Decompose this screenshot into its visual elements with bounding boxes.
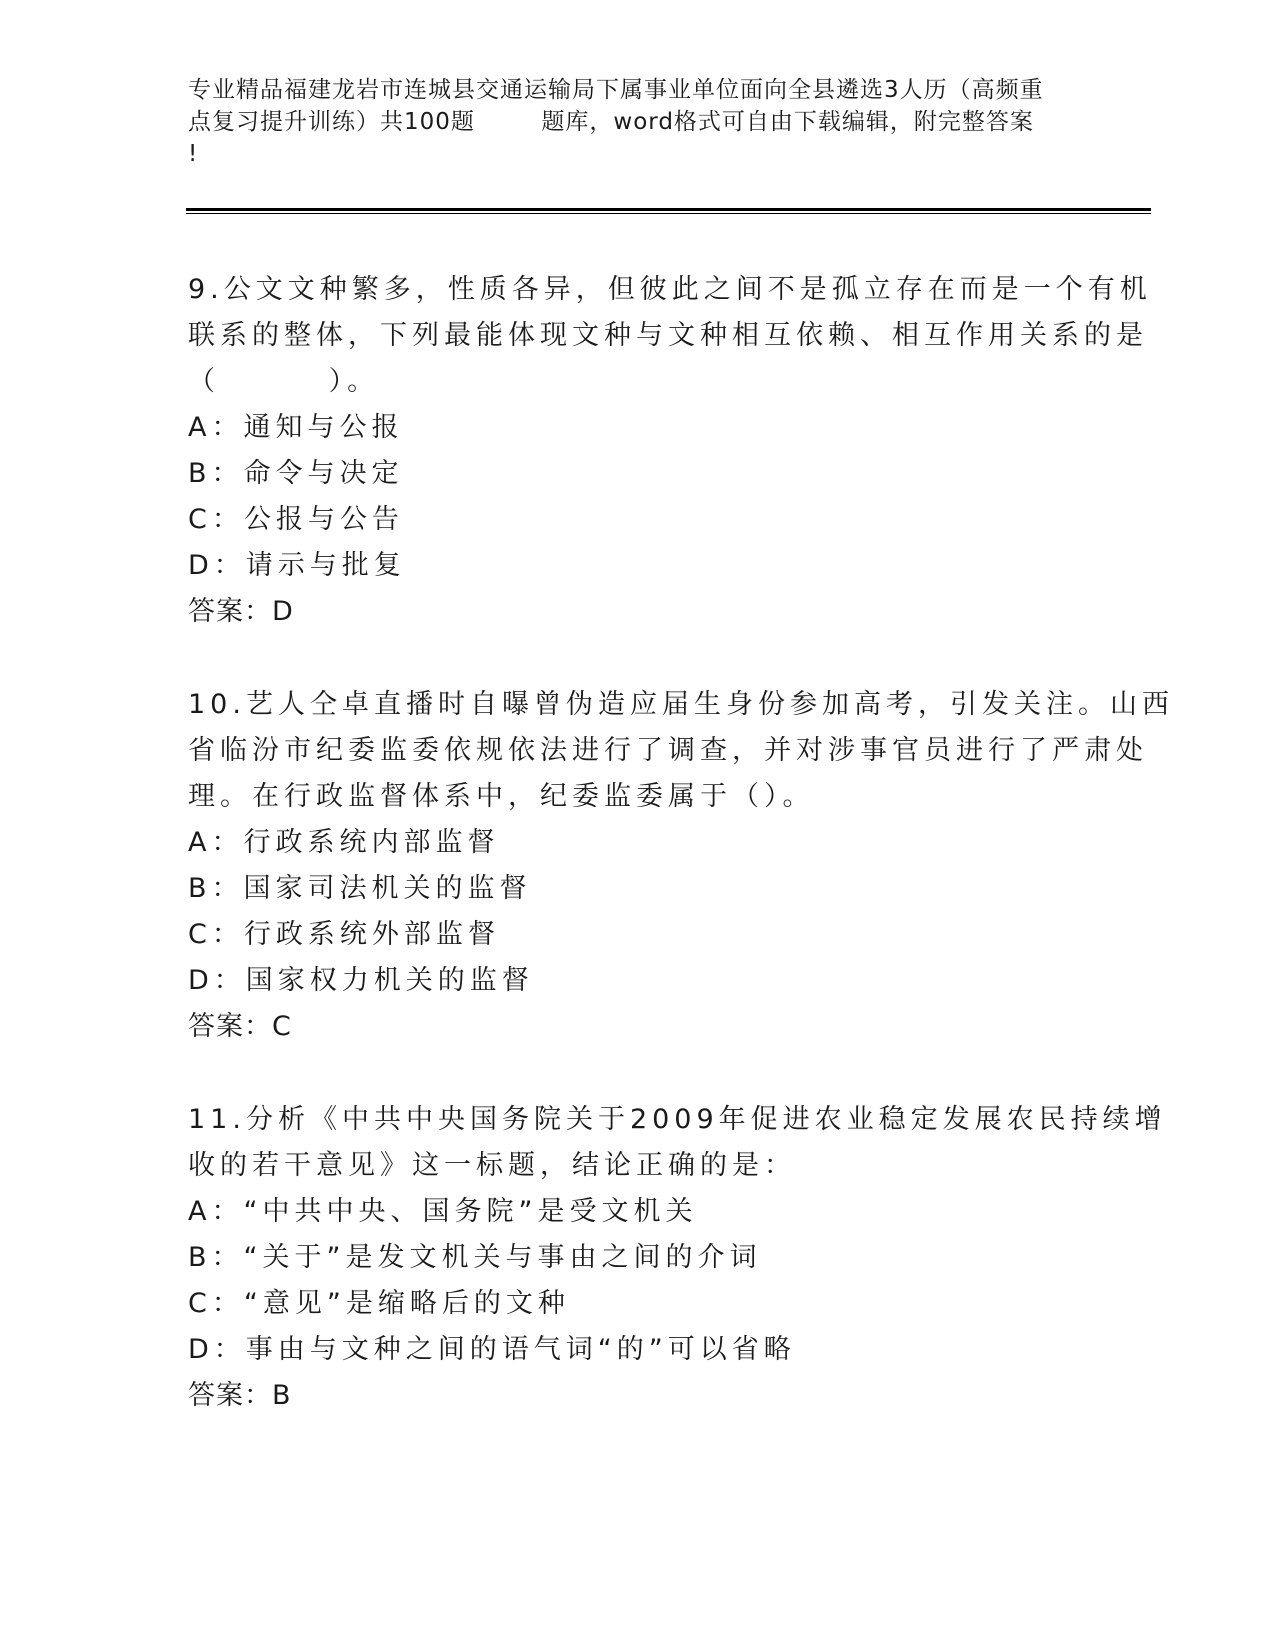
option-a: A：通知与公报 <box>188 412 404 443</box>
document-header <box>188 74 1088 170</box>
option-b: B：国家司法机关的监督 <box>188 873 532 904</box>
question-text: （ ）。 <box>188 366 380 397</box>
option-a: A：“中共中央、国务院”是受文机关 <box>188 1196 698 1227</box>
option-c: C：行政系统外部监督 <box>188 919 500 950</box>
header-divider-thin <box>186 213 1151 214</box>
header-line: ! <box>188 141 199 167</box>
answer-line: 答案：D <box>188 596 294 627</box>
question-9 <box>188 267 1152 635</box>
question-list <box>188 267 1174 1466</box>
answer-line: 答案：C <box>188 1011 292 1042</box>
question-text: 联系的整体，下列最能体现文种与文种相互依赖、相互作用关系的是 <box>188 320 1148 351</box>
question-text: 理。在行政监督体系中，纪委监委属于（）。 <box>188 781 815 812</box>
header-line: 专业精品福建龙岩市连城县交通运输局下属事业单位面向全县遴选3人历（高频重 <box>188 77 1044 103</box>
option-d: D：事由与文种之间的语气词“的”可以省略 <box>188 1334 796 1365</box>
option-d: D：请示与批复 <box>188 550 406 581</box>
option-b: B：命令与决定 <box>188 458 404 489</box>
option-a: A：行政系统内部监督 <box>188 827 500 858</box>
option-c: C：公报与公告 <box>188 504 404 535</box>
question-text: 省临汾市纪委监委依规依法进行了调查，并对涉事官员进行了严肃处 <box>188 735 1148 766</box>
question-11 <box>188 1097 1167 1419</box>
question-text: 收的若干意见》这一标题，结论正确的是： <box>188 1150 796 1181</box>
question-10 <box>188 682 1174 1050</box>
header-divider <box>186 208 1151 211</box>
question-text: 11.分析《中共中央国务院关于2009年促进农业稳定发展农民持续增 <box>188 1104 1167 1135</box>
header-line: 点复习提升训练）共100题 题库，word格式可自由下载编辑，附完整答案 <box>188 109 1034 135</box>
question-text: 10.艺人仝卓直播时自曝曾伪造应届生身份参加高考，引发关注。山西 <box>188 689 1174 720</box>
option-c: C：“意见”是缩略后的文种 <box>188 1288 570 1319</box>
option-b: B：“关于”是发文机关与事由之间的介词 <box>188 1242 762 1273</box>
question-text: 9.公文文种繁多，性质各异，但彼此之间不是孤立存在而是一个有机 <box>188 274 1152 305</box>
option-d: D：国家权力机关的监督 <box>188 965 534 996</box>
answer-line: 答案：B <box>188 1380 292 1411</box>
